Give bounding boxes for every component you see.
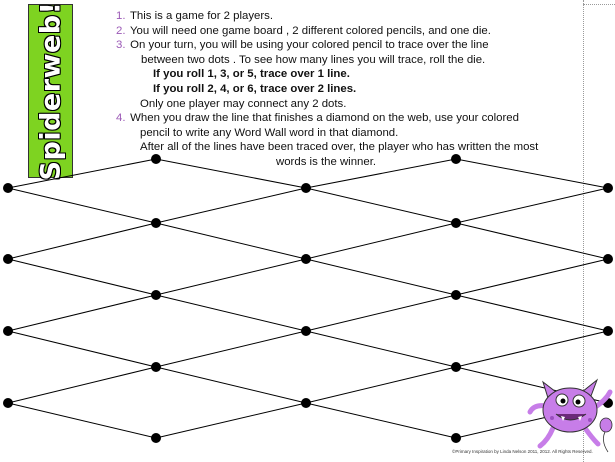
web-line[interactable] xyxy=(306,295,456,331)
web-line[interactable] xyxy=(456,159,608,188)
web-line[interactable] xyxy=(8,223,156,259)
web-line[interactable] xyxy=(306,403,456,438)
web-line[interactable] xyxy=(456,223,608,259)
instruction-line: Only one player may connect any 2 dots. xyxy=(140,97,347,110)
instruction-line: 1. This is a game for 2 players. xyxy=(116,10,274,22)
web-line[interactable] xyxy=(306,331,456,367)
web-dot[interactable] xyxy=(301,398,311,408)
web-line[interactable] xyxy=(456,259,608,295)
instruction-line: pencil to write any Word Wall word in that diamond. xyxy=(140,126,399,139)
web-dot[interactable] xyxy=(301,326,311,336)
instruction-line: After all of the lines have been traced over, the player who has written the most xyxy=(140,141,539,154)
web-line[interactable] xyxy=(156,367,306,403)
web-line[interactable] xyxy=(306,367,456,403)
web-dot[interactable] xyxy=(603,326,613,336)
rule-even-roll: If you roll 2, 4, or 6, trace over 2 lines. xyxy=(153,82,357,95)
instruction-line: words is the winner. xyxy=(276,155,377,168)
web-line[interactable] xyxy=(156,159,306,188)
web-line[interactable] xyxy=(156,259,306,295)
web-line[interactable] xyxy=(8,367,156,403)
web-line[interactable] xyxy=(306,159,456,188)
web-dot[interactable] xyxy=(3,398,13,408)
web-line[interactable] xyxy=(156,331,306,367)
rule-odd-roll: If you roll 1, 3, or 5, trace over 1 line. xyxy=(153,68,350,81)
web-line[interactable] xyxy=(156,223,306,259)
game-title: Spiderweb! xyxy=(35,1,66,181)
web-dot[interactable] xyxy=(301,183,311,193)
instruction-line: 2. You will need one game board , 2 different colored pencils, and one die. xyxy=(116,24,491,37)
web-line[interactable] xyxy=(456,295,608,331)
web-dot[interactable] xyxy=(151,154,161,164)
web-dot[interactable] xyxy=(451,433,461,443)
web-line[interactable] xyxy=(8,331,156,367)
web-dot[interactable] xyxy=(3,254,13,264)
step-number: 3. xyxy=(116,39,126,52)
web-lines xyxy=(8,159,608,438)
web-line[interactable] xyxy=(306,259,456,295)
web-dot[interactable] xyxy=(451,218,461,228)
web-dot[interactable] xyxy=(451,362,461,372)
monster-mascot-icon xyxy=(530,380,612,452)
step-number: 4. xyxy=(116,112,126,125)
web-dot[interactable] xyxy=(603,254,613,264)
web-dot[interactable] xyxy=(451,154,461,164)
web-line[interactable] xyxy=(8,295,156,331)
instruction-line: 4. When you draw the line that finishes a diamond on the web, use your colored xyxy=(116,112,519,125)
web-line[interactable] xyxy=(306,188,456,223)
web-line[interactable] xyxy=(456,331,608,367)
web-line[interactable] xyxy=(8,403,156,438)
web-line[interactable] xyxy=(306,223,456,259)
web-dots xyxy=(3,154,613,443)
web-line[interactable] xyxy=(156,188,306,223)
web-dot[interactable] xyxy=(151,290,161,300)
web-dot[interactable] xyxy=(301,254,311,264)
web-dot[interactable] xyxy=(603,183,613,193)
web-line[interactable] xyxy=(156,295,306,331)
web-line[interactable] xyxy=(8,159,156,188)
instruction-line: between two dots . To see how many lines you will trace, roll the die. xyxy=(141,53,486,66)
web-dot[interactable] xyxy=(451,290,461,300)
step-number: 1. xyxy=(116,10,126,22)
copyright-notice: ©Primary Inspiration by Linda Nelson 2011, 2012. All Rights Reserved. xyxy=(452,449,593,454)
web-dot[interactable] xyxy=(151,218,161,228)
instruction-line: 3. On your turn, you will be using your colored pencil to trace over the line xyxy=(116,39,489,52)
web-dot[interactable] xyxy=(3,326,13,336)
web-dot[interactable] xyxy=(151,362,161,372)
web-line[interactable] xyxy=(456,188,608,223)
web-line[interactable] xyxy=(8,259,156,295)
web-line[interactable] xyxy=(8,188,156,223)
web-dot[interactable] xyxy=(3,183,13,193)
web-dot[interactable] xyxy=(151,433,161,443)
web-line[interactable] xyxy=(156,403,306,438)
step-number: 2. xyxy=(116,24,126,37)
